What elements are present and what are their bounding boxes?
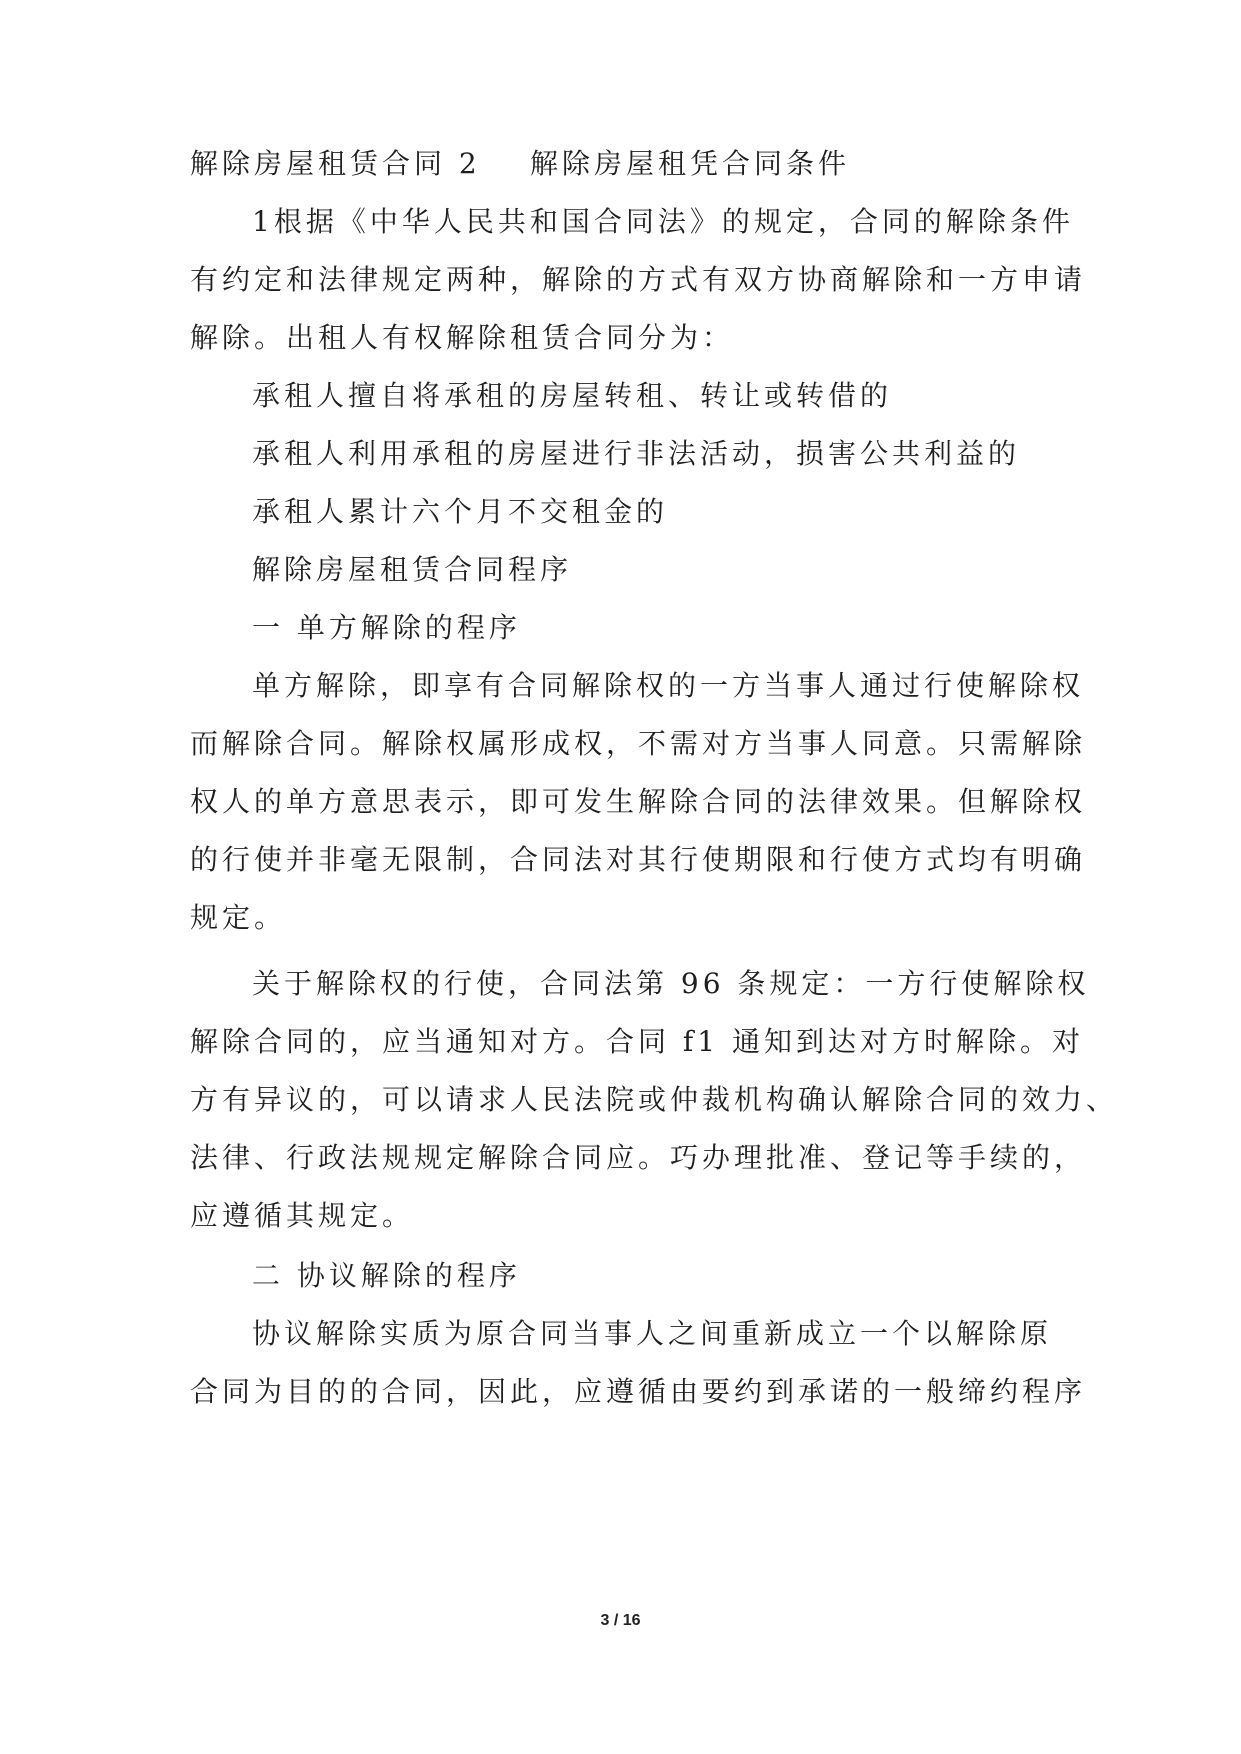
paragraph-line: 关于解除权的行使，合同法第 96 条规定：一方行使解除权 <box>252 967 1090 1000</box>
subsection-heading: 二 协议解除的程序 <box>252 1259 521 1292</box>
paragraph-line: 的行使并非毫无限制，合同法对其行使期限和行使方式均有明确 <box>190 843 1087 876</box>
paragraph-line: 1根据《中华人民共和国合同法》的规定，合同的解除条件 <box>252 205 1074 238</box>
paragraph-line: 解除。出租人有权解除租赁合同分为： <box>190 321 735 354</box>
list-item: 承租人利用承租的房屋进行非法活动，损害公共利益的 <box>252 437 1021 470</box>
paragraph-line: 协议解除实质为原合同当事人之间重新成立一个以解除原 <box>252 1317 1053 1350</box>
paragraph-line: 解除合同的，应当通知对方。合同 f1 通知到达对方时解除。对 <box>190 1025 1084 1058</box>
paragraph-line: 而解除合同。解除权属形成权，不需对方当事人同意。只需解除 <box>190 727 1087 760</box>
subsection-heading: 一 单方解除的程序 <box>252 611 521 644</box>
paragraph-line: 合同为目的的合同，因此，应遵循由要约到承诺的一般缔约程序 <box>190 1375 1087 1408</box>
paragraph-line: 权人的单方意思表示，即可发生解除合同的法律效果。但解除权 <box>190 785 1087 818</box>
section-heading: 解除房屋租赁合同程序 <box>252 553 573 586</box>
page-number: 3 / 16 <box>600 1612 641 1629</box>
list-item: 承租人擅自将承租的房屋转租、转让或转借的 <box>252 379 893 412</box>
paragraph-line: 规定。 <box>190 901 287 934</box>
paragraph-line: 单方解除，即享有合同解除权的一方当事人通过行使解除权 <box>252 669 1085 702</box>
heading-right: 解除房屋租凭合同条件 <box>530 147 851 180</box>
list-item: 承租人累计六个月不交租金的 <box>252 495 669 528</box>
paragraph-line: 方有异议的，可以请求人民法院或仲裁机构确认解除合同的效力、 <box>190 1083 1119 1116</box>
paragraph-line: 有约定和法律规定两种，解除的方式有双方协商解除和一方申请 <box>190 263 1087 296</box>
paragraph-line: 法律、行政法规规定解除合同应。巧办理批准、登记等手续的， <box>190 1141 1087 1174</box>
heading-left: 解除房屋租赁合同 2 <box>190 147 481 180</box>
paragraph-line: 应遵循其规定。 <box>190 1199 415 1232</box>
